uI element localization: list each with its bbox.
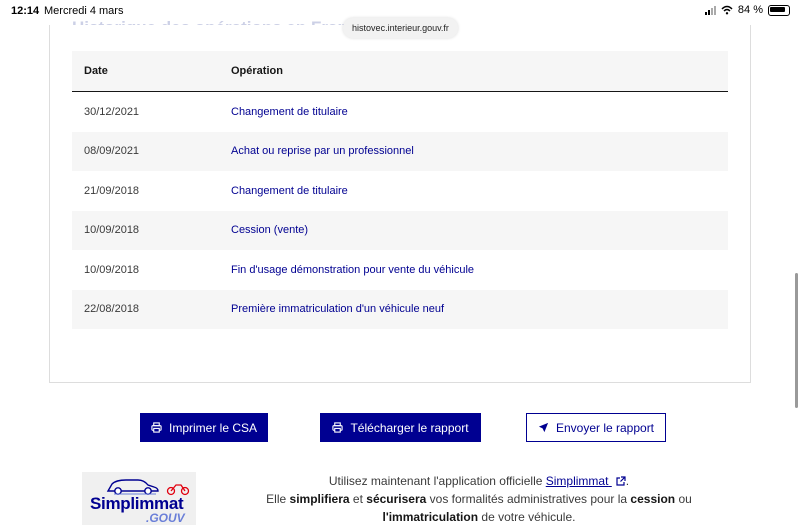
table-row [72,250,728,290]
promo-line-3 [236,508,722,526]
wifi-icon [721,5,733,15]
promo-bold: l'immatriculation [382,510,479,524]
table-row [72,92,728,132]
url-bar[interactable]: histovec.interieur.gouv.fr [343,18,458,38]
download-report-button[interactable] [320,413,481,442]
table-row [72,171,728,211]
row-operation: Changement de titulaire [231,184,348,197]
row-date: 10/09/2018 [84,224,140,237]
simplimmat-link[interactable] [546,474,626,488]
external-link-icon [616,476,626,486]
row-date: 21/09/2018 [84,184,140,197]
battery-percent: 84 % [737,4,763,16]
promo-bold: simplifiera [289,492,350,506]
printer-icon [151,422,162,433]
row-date: 22/08/2018 [84,303,140,316]
simplimmat-logo[interactable] [82,472,196,525]
operations-table [72,51,728,329]
row-date: 10/09/2018 [84,263,140,276]
print-csa-button[interactable] [140,413,268,442]
printer-icon [332,422,343,433]
row-operation: Changement de titulaire [231,105,348,118]
car-icon [104,476,166,496]
send-report-label: Envoyer le rapport [555,420,655,435]
promo-text: de votre véhicule. [481,510,576,524]
table-row [72,211,728,251]
row-operation: Cession (vente) [231,224,309,237]
logo-suffix: .GOUV [146,511,185,525]
row-date: 08/09/2021 [84,145,140,158]
promo-text: Utilisez maintenant l'application officielle [328,474,543,488]
print-csa-label: Imprimer le CSA [168,420,257,435]
promo-line-2 [236,490,722,508]
battery-icon [768,5,790,16]
promo-bold: sécurisera [366,492,427,506]
simplimmat-promo [236,472,722,526]
signal-icon [705,6,716,15]
promo-text: et [352,492,363,506]
simplimmat-link-label: Simplimmat [545,474,609,488]
promo-line-1 [236,472,722,490]
download-report-label: Télécharger le rapport [350,420,469,435]
send-report-button[interactable] [526,413,666,442]
promo-text: Elle [266,492,287,506]
row-operation: Fin d'usage démonstration pour vente du véhicule [231,263,475,276]
promo-text: . [625,474,630,488]
table-body [72,92,728,329]
promo-text: ou [678,492,692,506]
row-date: 30/12/2021 [84,105,140,118]
status-date: Mercredi 4 mars [44,5,124,17]
header-date: Date [84,65,108,77]
table-header [72,51,728,92]
status-right [705,4,790,16]
logo-text: Simplimmat [90,494,184,513]
table-row [72,290,728,330]
status-time: 12:14 [11,5,40,17]
table-row [72,132,728,172]
row-operation: Première immatriculation d'un véhicule neuf [231,303,445,316]
promo-bold: cession [630,492,676,506]
send-icon [538,422,549,433]
promo-text: vos formalités administratives pour la [429,492,628,506]
header-operation: Opération [231,65,283,77]
row-operation: Achat ou reprise par un professionnel [231,145,414,158]
scrollbar[interactable] [795,273,798,408]
